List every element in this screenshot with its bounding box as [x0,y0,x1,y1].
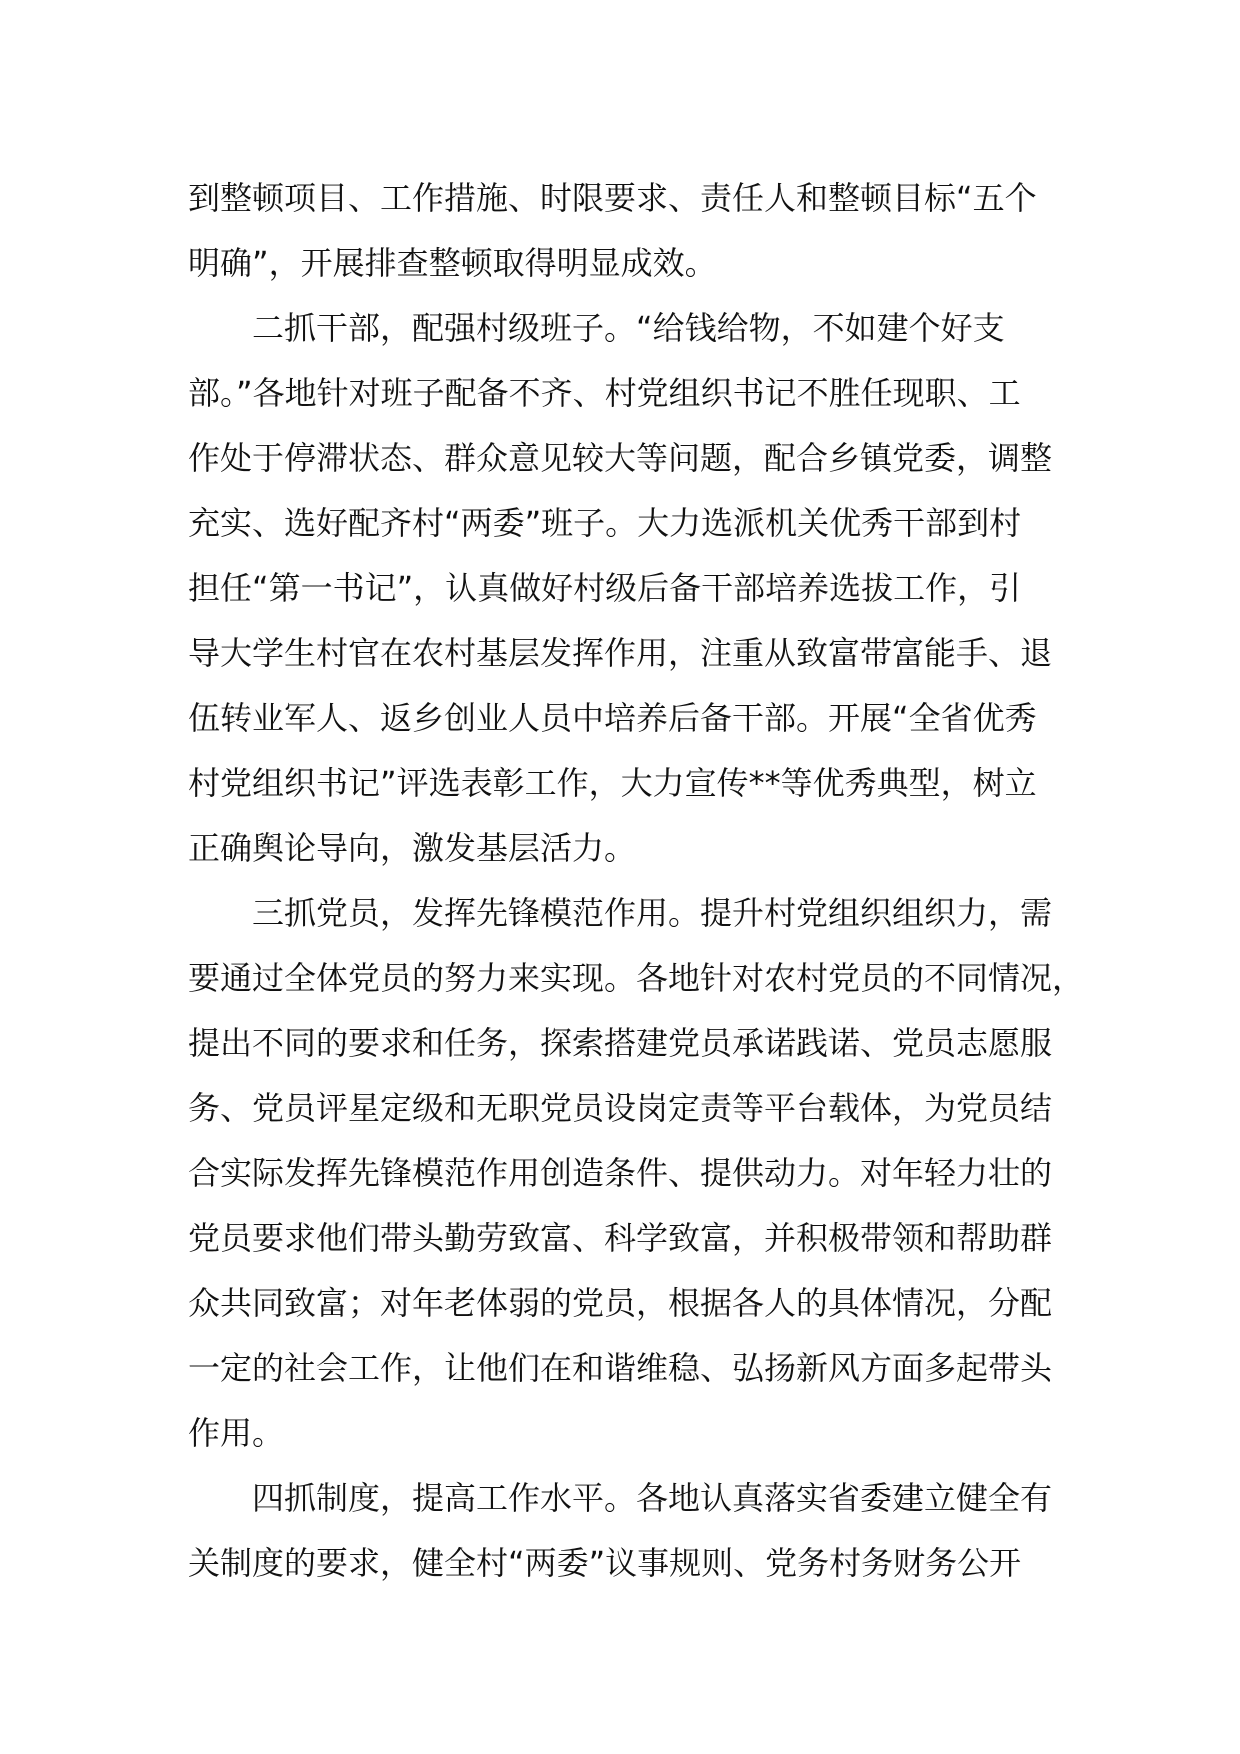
paragraph-members [188,881,1088,1466]
text-line: 明确”，开展排查整顿取得明显成效。 [188,244,717,282]
text-line: 担任“第一书记”，认真做好村级后备干部培养选拔工作，引 [188,569,1022,607]
text-line: 作处于停滞状态、群众意见较大等问题，配合乡镇党委，调整 [188,439,1053,477]
text-line: 二抓干部，配强村级班子。“给钱给物，不如建个好支 [252,309,1005,347]
text-line: 三抓党员，发挥先锋模范作用。提升村党组织组织力，需 [252,894,1053,932]
paragraph-cadres [188,296,1088,881]
text-line: 党员要求他们带头勤劳致富、科学致富，并积极带领和帮助群 [188,1219,1053,1257]
text-line: 务、党员评星定级和无职党员设岗定责等平台载体，为党员结 [188,1089,1053,1127]
text-line: 众共同致富；对年老体弱的党员，根据各人的具体情况，分配 [188,1284,1053,1322]
paragraph-continued [188,166,1088,296]
paragraph-systems [188,1466,1088,1596]
text-line: 四抓制度，提高工作水平。各地认真落实省委建立健全有 [252,1479,1053,1517]
document-body [188,166,1088,1596]
text-line: 一定的社会工作，让他们在和谐维稳、弘扬新风方面多起带头 [188,1349,1053,1387]
text-line: 伍转业军人、返乡创业人员中培养后备干部。开展“全省优秀 [188,699,1037,737]
text-line: 提出不同的要求和任务，探索搭建党员承诺践诺、党员志愿服 [188,1024,1053,1062]
text-line: 合实际发挥先锋模范作用创造条件、提供动力。对年轻力壮的 [188,1154,1053,1192]
text-line: 要通过全体党员的努力来实现。各地针对农村党员的不同情况， [188,959,1085,997]
text-line: 充实、选好配齐村“两委”班子。大力选派机关优秀干部到村 [188,504,1022,542]
text-line: 正确舆论导向，激发基层活力。 [188,829,637,867]
text-line: 村党组织书记”评选表彰工作，大力宣传**等优秀典型，树立 [188,764,1037,802]
text-line: 关制度的要求，健全村“两委”议事规则、党务村务财务公开 [188,1544,1022,1582]
text-line: 导大学生村官在农村基层发挥作用，注重从致富带富能手、退 [188,634,1053,672]
text-line: 到整顿项目、工作措施、时限要求、责任人和整顿目标“五个 [188,179,1037,217]
text-line: 部。”各地针对班子配备不齐、村党组织书记不胜任现职、工 [188,374,1021,412]
text-line: 作用。 [188,1414,285,1452]
